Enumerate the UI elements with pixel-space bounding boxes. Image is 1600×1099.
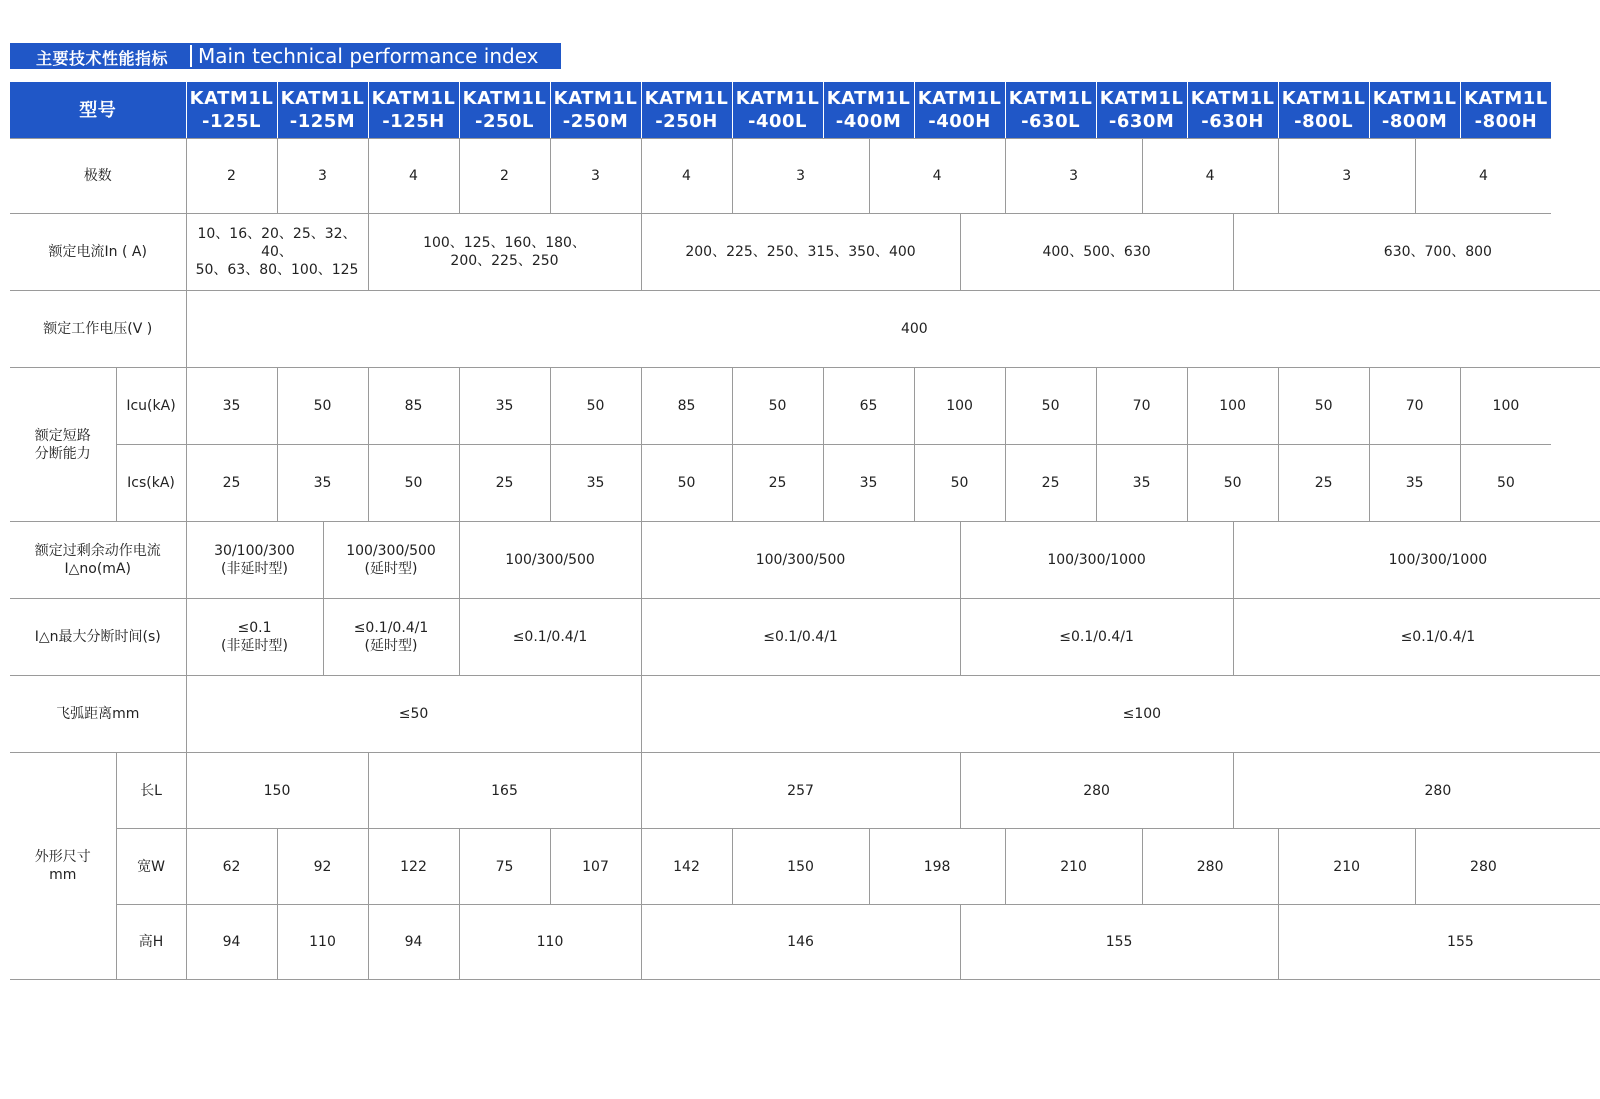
table-cell: 75 <box>459 829 550 905</box>
row-label-break-time: I△n最大分断时间(s) <box>10 599 186 676</box>
row-poles <box>10 139 1600 214</box>
table-cell: 122 <box>368 829 459 905</box>
model-header-label: 型号 <box>10 82 186 138</box>
table-cell: 85 <box>368 368 459 445</box>
table-cell: 35 <box>1369 445 1460 522</box>
model-header-cell: KATM1L -800M <box>1369 82 1460 138</box>
row-ics <box>10 445 1600 522</box>
table-cell: 4 <box>1415 139 1551 214</box>
table-cell: 100、125、160、180、 200、225、250 <box>368 214 641 291</box>
row-icu <box>10 368 1600 445</box>
table-cell: 35 <box>277 445 368 522</box>
model-header-cell: KATM1L -400L <box>732 82 823 138</box>
table-cell: ≤100 <box>641 676 1600 753</box>
model-header-cell: KATM1L -125H <box>368 82 459 138</box>
table-cell: 210 <box>1005 829 1142 905</box>
table-cell: 94 <box>186 905 277 980</box>
table-cell: 25 <box>459 445 550 522</box>
row-label-arc-distance: 飞弧距离mm <box>10 676 186 753</box>
table-cell: 35 <box>823 445 914 522</box>
model-header-cell: KATM1L -250H <box>641 82 732 138</box>
table-cell: 50 <box>368 445 459 522</box>
table-cell: 3 <box>1278 139 1415 214</box>
table-cell: ≤0.1/0.4/1 <box>1233 599 1600 676</box>
row-height <box>10 905 1600 980</box>
row-label-residual-current: 额定过剩余动作电流 I△no(mA) <box>10 522 186 599</box>
table-cell: 280 <box>1233 753 1600 829</box>
table-cell: 50 <box>277 368 368 445</box>
row-label-dimensions: 外形尺寸 mm <box>10 753 116 980</box>
table-cell: 65 <box>823 368 914 445</box>
table-cell: 50 <box>914 445 1005 522</box>
table-cell: ≤50 <box>186 676 641 753</box>
model-header-cell: KATM1L -125L <box>186 82 277 138</box>
table-cell: 100/300/500 (延时型) <box>323 522 459 599</box>
table-cell: 50 <box>641 445 732 522</box>
sublabel-length: 长L <box>116 753 186 829</box>
table-cell: 150 <box>732 829 869 905</box>
table-cell: ≤0.1/0.4/1 <box>459 599 641 676</box>
table-cell: 4 <box>368 139 459 214</box>
table-cell: 280 <box>1142 829 1278 905</box>
table-cell: 257 <box>641 753 960 829</box>
model-header-cell: KATM1L -800H <box>1460 82 1551 138</box>
table-cell: 35 <box>186 368 277 445</box>
row-label-poles: 极数 <box>10 139 186 214</box>
table-cell: 400 <box>186 291 1600 368</box>
table-cell: 4 <box>869 139 1005 214</box>
table-cell: 3 <box>277 139 368 214</box>
sublabel-width: 宽W <box>116 829 186 905</box>
table-cell: 85 <box>641 368 732 445</box>
table-cell: 62 <box>186 829 277 905</box>
table-cell: 100/300/500 <box>641 522 960 599</box>
table-cell: 25 <box>1005 445 1096 522</box>
sublabel-ics: Ics(kA) <box>116 445 186 522</box>
table-cell: 30/100/300 (非延时型) <box>186 522 323 599</box>
model-header-cell: KATM1L -800L <box>1278 82 1369 138</box>
table-cell: 155 <box>960 905 1278 980</box>
table-cell: 2 <box>186 139 277 214</box>
row-arc-distance <box>10 676 1600 753</box>
table-cell: 70 <box>1369 368 1460 445</box>
table-cell: 100/300/1000 <box>1233 522 1600 599</box>
performance-table <box>10 82 1600 138</box>
row-rated-current <box>10 214 1600 291</box>
table-cell: ≤0.1/0.4/1 (延时型) <box>323 599 459 676</box>
model-header-cell: KATM1L -250M <box>550 82 641 138</box>
table-cell: 100 <box>1187 368 1278 445</box>
table-cell: 142 <box>641 829 732 905</box>
table-cell: 280 <box>960 753 1233 829</box>
table-cell: 198 <box>869 829 1005 905</box>
table-cell: 107 <box>550 829 641 905</box>
performance-table-body <box>10 138 1600 980</box>
table-cell: 146 <box>641 905 960 980</box>
model-header-cell: KATM1L -400M <box>823 82 914 138</box>
table-cell: 100 <box>1460 368 1551 445</box>
table-cell: 25 <box>186 445 277 522</box>
sublabel-icu: Icu(kA) <box>116 368 186 445</box>
table-cell: 4 <box>1142 139 1278 214</box>
table-cell: 25 <box>1278 445 1369 522</box>
table-cell: 100 <box>914 368 1005 445</box>
row-label-breaking-capacity: 额定短路 分断能力 <box>10 368 116 522</box>
table-cell: 50 <box>732 368 823 445</box>
row-rated-voltage <box>10 291 1600 368</box>
table-cell: 3 <box>550 139 641 214</box>
table-cell: 155 <box>1278 905 1600 980</box>
table-cell: 165 <box>368 753 641 829</box>
section-title-bar <box>10 43 561 69</box>
header-row <box>10 82 1600 138</box>
table-cell: 4 <box>641 139 732 214</box>
table-cell: 210 <box>1278 829 1415 905</box>
table-cell: 3 <box>732 139 869 214</box>
row-width <box>10 829 1600 905</box>
table-cell: 150 <box>186 753 368 829</box>
table-cell: 35 <box>459 368 550 445</box>
model-header-cell: KATM1L -630H <box>1187 82 1278 138</box>
section-title-cn: 主要技术性能指标 <box>36 49 169 68</box>
model-header-cell: KATM1L -125M <box>277 82 368 138</box>
table-cell: 400、500、630 <box>960 214 1233 291</box>
row-label-rated-current: 额定电流In ( A) <box>10 214 186 291</box>
table-cell: 110 <box>459 905 641 980</box>
model-header-cell: KATM1L -630M <box>1096 82 1187 138</box>
row-label-rated-voltage: 额定工作电压(V ) <box>10 291 186 368</box>
table-cell: 100/300/500 <box>459 522 641 599</box>
table-cell: 50 <box>1005 368 1096 445</box>
sublabel-height: 高H <box>116 905 186 980</box>
section-title-en: Main technical performance index <box>198 44 539 68</box>
table-cell: ≤0.1/0.4/1 <box>960 599 1233 676</box>
table-cell: ≤0.1/0.4/1 <box>641 599 960 676</box>
table-cell: 92 <box>277 829 368 905</box>
table-cell: 2 <box>459 139 550 214</box>
model-header-cell: KATM1L -400H <box>914 82 1005 138</box>
table-cell: 25 <box>732 445 823 522</box>
table-cell: 50 <box>1278 368 1369 445</box>
row-residual-current <box>10 522 1600 599</box>
table-cell: ≤0.1 (非延时型) <box>186 599 323 676</box>
table-cell: 200、225、250、315、350、400 <box>641 214 960 291</box>
table-cell: 50 <box>1187 445 1278 522</box>
table-cell: 630、700、800 <box>1233 214 1600 291</box>
table-cell: 35 <box>1096 445 1187 522</box>
table-cell: 50 <box>550 368 641 445</box>
table-cell: 100/300/1000 <box>960 522 1233 599</box>
table-cell: 50 <box>1460 445 1551 522</box>
table-cell: 94 <box>368 905 459 980</box>
table-cell: 35 <box>550 445 641 522</box>
table-cell: 280 <box>1415 829 1551 905</box>
table-cell: 3 <box>1005 139 1142 214</box>
table-cell: 70 <box>1096 368 1187 445</box>
title-divider <box>190 45 192 67</box>
table-cell: 110 <box>277 905 368 980</box>
model-header-cell: KATM1L -630L <box>1005 82 1096 138</box>
row-break-time <box>10 599 1600 676</box>
model-header-cell: KATM1L -250L <box>459 82 550 138</box>
table-cell: 10、16、20、25、32、40、 50、63、80、100、125 <box>186 214 368 291</box>
row-length <box>10 753 1600 829</box>
